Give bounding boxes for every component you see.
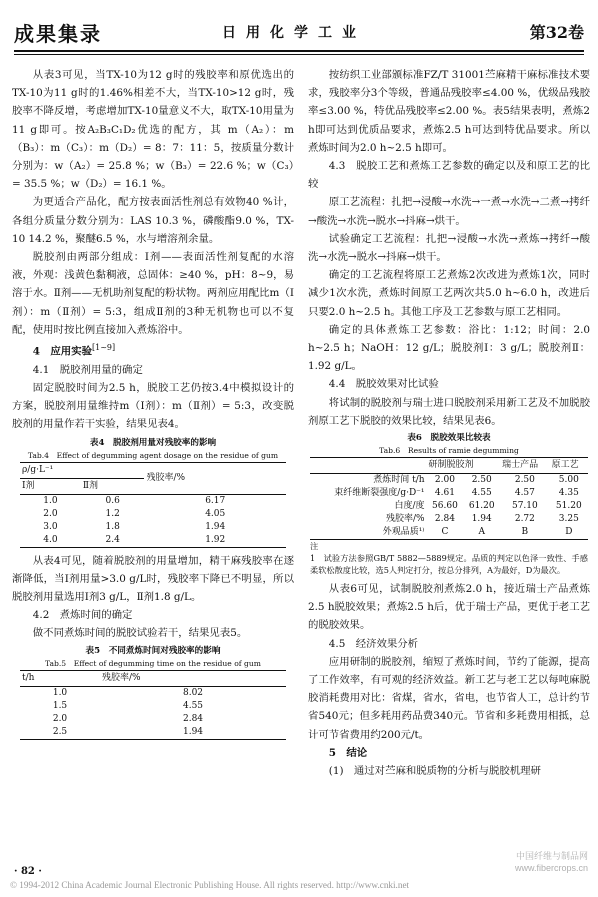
section-title: 4 应用实验 <box>32 345 92 358</box>
table-cell: 1.94 <box>182 726 204 737</box>
table-cell: 2.0 <box>52 713 68 724</box>
table-cell: 4.35 <box>558 488 579 499</box>
table-note-label: 注 <box>310 541 319 552</box>
table6-grid <box>310 457 588 540</box>
paragraph: 固定脱胶时间为2.5 h，脱胶工艺仍按3.4中模拟设计的方案，脱胶剂用量维持m（Ⅰ剂）：m（Ⅱ剂）= 5:3，改变脱胶剂的用量作若干实验，结果见表4。 <box>12 381 294 431</box>
table-caption-en: Tab.4 Effect of degumming agent dosage on the residue of gum <box>27 450 279 460</box>
table-row <box>20 726 286 740</box>
paragraph: 脱胶剂由两部分组成：Ⅰ剂——表面活性剂复配的水溶液，外观：浅黄色黏稠液，总固体：≥40 %，pH：8~9，易溶于水。Ⅱ剂——无机助剂复配的粉状物。两剂应用配比m（Ⅰ剂）：m（Ⅱ剂）= 5:3，组成Ⅱ剂的3种无机物也可以不复配，使用时按比例直接加入煮炼浴中。 <box>12 251 294 336</box>
table-header: 残胶率/% <box>144 462 286 494</box>
table-cell: 白度/度 <box>394 501 425 512</box>
table-cell: 煮炼时间 t/h <box>373 475 425 486</box>
table-cell: 残胶率/% <box>385 514 425 525</box>
paragraph: 按纺织工业部颁标准FZ/T 31001苎麻精干麻标准技术要求，残胶率分3个等级，普通品残胶率≤4.00 %，优级品残胶率≤3.00 %，特优品残胶率≤2.00 %。表5结果表明，煮炼2 h即可达到优质品要求，煮炼2.5 h可达到特优品要求。所以煮炼时间为2.0 h~2.5 h即可。 <box>308 69 590 154</box>
copyright-line: © 1994-2012 China Academic Journal Electronic Publishing House. All rights reserved. http://www.cnki.net <box>10 880 410 890</box>
page-number: · 82 · <box>14 866 42 877</box>
table-5 <box>20 645 286 740</box>
table-4 <box>20 437 286 548</box>
table-row <box>20 521 286 534</box>
table-header: 瑞士产品 <box>500 458 549 474</box>
table-row <box>20 494 286 508</box>
table-cell: 5.00 <box>558 475 579 486</box>
table-cell: 1.0 <box>43 495 58 506</box>
table-header: 研制脱胶剂 <box>427 458 501 474</box>
paragraph: 原工艺流程：扎把→浸酸→水洗→一煮→水洗→二煮→拷纤→酸洗→水洗→脱水→抖麻→烘干。 <box>308 196 590 227</box>
table-cell: 4.61 <box>434 488 455 499</box>
table-caption-en: Tab.6 Results of ramie degumming <box>379 446 519 456</box>
table-row <box>310 500 588 513</box>
section-heading <box>12 339 294 361</box>
table-cell: 51.20 <box>555 501 582 512</box>
paragraph: 将试制的脱胶剂与瑞士进口脱胶剂采用新工艺及不加脱胶剂原工艺下脱胶的效果比较，结果见表6。 <box>308 396 590 427</box>
table-cell: 2.50 <box>471 475 492 486</box>
table-header: t/h <box>20 670 100 686</box>
table-header: ρ/g·L⁻¹ <box>20 462 144 478</box>
table-cell: 3.25 <box>558 514 579 525</box>
table-header: Ⅱ剂 <box>81 478 145 494</box>
watermark-url: www.fibercrops.cn <box>514 863 588 873</box>
table-row <box>20 534 286 548</box>
table-cell: 56.60 <box>432 501 458 512</box>
table-cell: 1.94 <box>471 514 492 525</box>
table-row <box>20 700 286 713</box>
table-cell: 1.94 <box>205 521 226 532</box>
left-column <box>12 66 294 740</box>
table-note <box>310 540 588 576</box>
table-cell: 1.92 <box>205 534 226 545</box>
header-rule <box>14 50 584 52</box>
subsection-heading: 4.5 经济效果分析 <box>328 637 419 650</box>
table-row <box>310 474 588 488</box>
table-cell: 2.72 <box>514 514 535 525</box>
table-cell: 1.0 <box>52 687 68 698</box>
table-cell: 4.55 <box>471 488 492 499</box>
paragraph: 为更适合产品化，配方按表面活性剂总有效物40 %计，各组分质量分数分别为：LAS 10.3 %，磷酸酯9.0 %，TX-10 14.2 %，聚醚6.5 %，水与增溶剂余量。 <box>12 196 294 245</box>
table-cell: D <box>565 527 573 538</box>
watermark <box>515 850 588 874</box>
table-cell: 2.0 <box>43 508 58 519</box>
table-header: Ⅰ剂 <box>20 478 81 494</box>
table-row <box>20 713 286 726</box>
table-caption: 表6 脱胶效果比较表 <box>407 433 491 444</box>
table-cell: 束纤维断裂强度/g·D⁻¹ <box>334 488 425 499</box>
table-cell: 8.02 <box>182 687 204 698</box>
table-cell: 2.84 <box>182 713 204 724</box>
paragraph: 从表3可见，当TX-10为12 g时的残胶率和原优选出的TX-10为11 g时的1.46%相差不大，当TX-10>12 g时，残胶率不降反增，考虑增加TX-10量意义不大，取TX-10用量为11 g即可。按A₂B₃C₁D₂优选的配方，其 m（A₂）：m（B₃）：m（C₃）：m（D₂）= 8：7：11：5，按质量分数计分别为：w（A₂）= 25.8 %；w（B₃）= 22.6 %；w（C₃）= 35.5 %；w（D₂）= 16.1 %。 <box>12 69 294 191</box>
table-cell: 4.0 <box>43 534 58 545</box>
table-cell: 2.50 <box>514 475 535 486</box>
table-caption-en: Tab.5 Effect of degumming time on the residue of gum <box>45 658 261 668</box>
subsection-heading: 4.3 脱胶工艺和煮炼工艺参数的确定以及和原工艺的比较 <box>308 160 590 191</box>
table-row <box>310 526 588 540</box>
section-ref: [1~9] <box>91 343 116 353</box>
watermark-cn: 中国纤维与制品网 <box>515 851 588 861</box>
table4-grid <box>20 462 286 548</box>
table-cell: 2.5 <box>52 726 68 737</box>
paragraph: 应用研制的脱胶剂，缩短了煮炼时间，节约了能源，提高了工作效率，有可观的经济效益。新工艺与老工艺以每吨麻脱胶消耗费用对比：省煤，省水，省电，也节省人工，总计约节省540元；但多耗用药品费340元。节省和多耗费用相抵，总计可节省费用约200元/t。 <box>308 655 590 741</box>
table-cell: 2.4 <box>105 534 120 545</box>
table-cell: 1.8 <box>105 521 120 532</box>
table-cell: 外观品质¹⁾ <box>382 527 425 538</box>
table5-grid <box>20 670 286 740</box>
table-cell: 2.84 <box>434 514 455 525</box>
section-heading: 5 结论 <box>328 746 368 759</box>
journal-section: 成果集录 <box>14 22 102 46</box>
header-rule-thin <box>14 54 584 55</box>
subsection-heading: 4.2 煮炼时间的确定 <box>32 609 133 622</box>
table-row <box>20 686 286 700</box>
table-cell: 6.17 <box>205 495 226 506</box>
table-6 <box>310 432 588 576</box>
table-row <box>310 487 588 500</box>
paragraph: (1) 通过对苎麻和脱质物的分析与脱胶机理研 <box>328 765 541 778</box>
table-cell: C <box>441 527 449 538</box>
table-row <box>20 508 286 521</box>
table-caption: 表4 脱胶剂用量对残胶率的影响 <box>89 437 217 448</box>
table-header <box>310 458 427 474</box>
table-cell: B <box>521 527 529 538</box>
table-cell: 4.55 <box>182 700 204 711</box>
subsection-heading: 4.1 脱胶剂用量的确定 <box>32 363 143 376</box>
table-cell: 0.6 <box>105 495 120 506</box>
table-cell: 4.05 <box>205 508 226 519</box>
page-header <box>10 18 588 46</box>
table-header: 残胶率/% <box>100 670 286 686</box>
table-cell: 3.0 <box>43 521 58 532</box>
table-cell: 4.57 <box>514 488 535 499</box>
table-cell: 57.10 <box>511 501 538 512</box>
volume-label: 第32卷 <box>529 23 584 42</box>
table-header: 原工艺 <box>550 458 588 474</box>
right-column <box>308 66 590 780</box>
table-row <box>310 513 588 526</box>
paragraph: 确定的工艺流程将原工艺煮炼2次改进为煮炼1次，同时减少1次水洗，煮炼时间原工艺两次共5.0 h~6.0 h，改进后只要2.0 h~2.5 h。其他工序及工艺参数与原工艺相同。 <box>308 269 590 318</box>
table-cell: A <box>478 527 485 538</box>
journal-name: 日用化学工业 <box>222 25 366 41</box>
paragraph: 做不同煮炼时间的脱胶试验若干，结果见表5。 <box>32 627 248 640</box>
subsection-heading: 4.4 脱胶效果对比试验 <box>328 378 439 391</box>
table-cell: 1.2 <box>105 508 120 519</box>
paragraph: 从表6可见，试制脱胶剂煮炼2.0 h，接近瑞士产品煮炼2.5 h脱胶效果；煮炼2.5 h后，优于瑞士产品，更优于老工艺的脱胶效果。 <box>308 583 590 632</box>
table-cell: 2.00 <box>434 475 455 486</box>
paragraph: 确定的具体煮炼工艺参数：浴比：1:12；时间：2.0 h~2.5 h；NaOH：12 g/L；脱胶剂Ⅰ：3 g/L；脱胶剂Ⅱ：1.92 g/L。 <box>308 323 590 373</box>
table-caption: 表5 不同煮炼时间对残胶率的影响 <box>85 645 221 656</box>
paragraph: 试验确定工艺流程：扎把→浸酸→水洗→煮炼→拷纤→酸洗→水洗→脱水→抖麻→烘干。 <box>308 232 590 264</box>
paragraph: 从表4可见，随着脱胶剂的用量增加，精干麻残胶率在逐渐降低，当Ⅰ剂用量>3.0 g/L时，残胶率下降已不明显，所以脱胶剂用量选用Ⅰ剂3 g/L，Ⅱ剂1.8 g/L。 <box>12 554 294 603</box>
table-cell: 61.20 <box>468 501 495 512</box>
table-note-text: 1 试验方法参照GB/T 5882—5889规定。品质的判定以色泽一致性、手感柔软松散度比较，选5人判定打分，按总分排列，A为最好，D为最次。 <box>310 553 588 576</box>
table-cell: 1.5 <box>52 700 68 711</box>
